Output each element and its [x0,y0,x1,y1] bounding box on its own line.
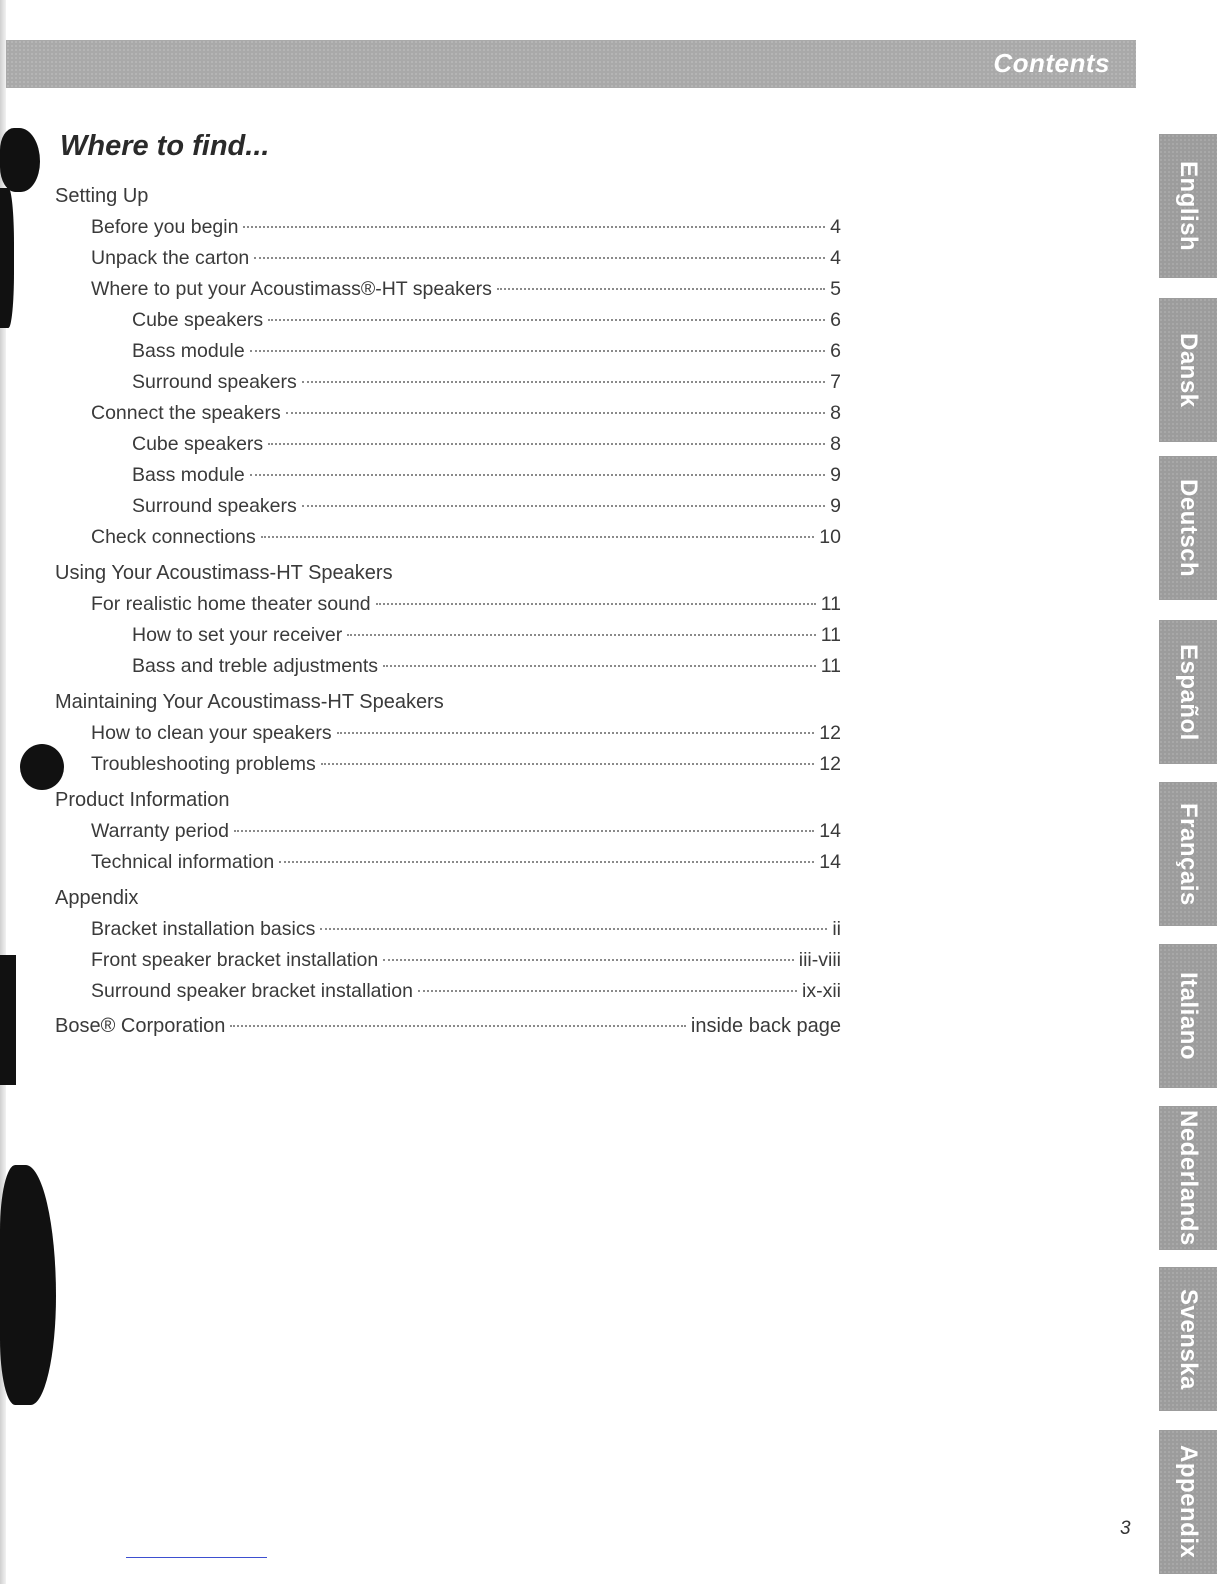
dot-leader [250,474,825,476]
tab-appendix[interactable] [1159,1430,1217,1574]
toc-page-number: 5 [830,278,841,300]
toc-entry-title: Product Information [55,789,230,811]
dot-leader [497,288,825,290]
ink-blot [0,1165,56,1405]
toc-entry-title: Surround speakers [132,495,297,517]
toc-entry-title: Connect the speakers [91,402,281,424]
toc-section-heading [55,884,841,912]
toc-page-number: 11 [820,655,841,677]
toc-page-number: 9 [830,495,841,517]
tab-label: Deutsch [1175,478,1202,578]
dot-leader [261,536,815,538]
dot-leader [279,861,814,863]
toc-entry-title: Using Your Acoustimass-HT Speakers [55,562,393,584]
dot-leader [302,381,825,383]
toc-page-number: 11 [820,593,841,615]
toc-entry-title: Before you begin [91,216,239,238]
toc-page-number: inside back page [690,1015,841,1037]
tab-label: Italiano [1175,971,1202,1060]
toc-entry [91,977,841,1005]
tab-label: Nederlands [1175,1110,1202,1246]
toc-entry [132,337,841,365]
toc-entry [91,817,841,845]
toc-page-number: 8 [830,402,841,424]
tab-label: Appendix [1175,1445,1202,1559]
toc-page-number: 14 [819,820,841,842]
dot-leader [230,1025,686,1027]
dot-leader [268,443,825,445]
toc-section-heading [55,786,841,814]
toc-entry [132,492,841,520]
dot-leader [234,830,814,832]
toc-entry [132,621,841,649]
toc-entry [91,915,841,943]
dot-leader [250,350,825,352]
toc-section-heading [55,1012,841,1040]
toc-entry [91,750,841,778]
toc-page-number: 7 [830,371,841,393]
header-band [6,40,1136,88]
toc-page-number: 10 [819,526,841,548]
toc-entry-title: Cube speakers [132,433,264,455]
toc-entry [91,399,841,427]
dot-leader [254,257,825,259]
dot-leader [286,412,825,414]
toc-page-number: 14 [819,851,841,873]
toc-entry [91,848,841,876]
page-number: 3 [1120,1518,1131,1539]
dot-leader [347,634,816,636]
tab-label: Français [1175,802,1202,906]
toc-entry-title: Unpack the carton [91,247,250,269]
toc-entry-title: Appendix [55,887,139,909]
toc-entry-title: How to set your receiver [132,624,343,646]
toc-entry-title: Bass module [132,340,245,362]
dot-leader [243,226,825,228]
dot-leader [383,959,794,961]
ink-blot [0,955,16,1085]
dot-leader [418,990,797,992]
toc-entry [91,590,841,618]
toc-entry [91,946,841,974]
toc-entry-title: Bass module [132,464,245,486]
tab-dansk[interactable] [1159,298,1217,442]
toc-entry [132,652,841,680]
tab-italiano[interactable] [1159,944,1217,1088]
toc-entry-title: Check connections [91,526,256,548]
toc-entry [132,461,841,489]
toc-entry-title: How to clean your speakers [91,722,332,744]
toc-page-number: ii [832,918,841,940]
tab-english[interactable] [1159,134,1217,278]
toc-section-heading [55,688,841,716]
tab-label: Español [1175,643,1202,741]
tab-label: English [1175,160,1202,252]
dot-leader [337,732,815,734]
toc-entry-title: Bose® Corporation [55,1015,226,1037]
toc-entry-title: Front speaker bracket installation [91,949,379,971]
page-heading: Where to find... [60,130,270,162]
toc-page-number: 12 [819,753,841,775]
tab-label: Dansk [1175,332,1202,408]
toc-page-number: 8 [830,433,841,455]
dot-leader [302,505,825,507]
section-title: Contents [993,48,1110,78]
tab-franais[interactable] [1159,782,1217,926]
toc-entry [91,213,841,241]
toc-entry-title: Maintaining Your Acoustimass-HT Speakers [55,691,444,713]
toc-page-number: iii-viii [798,949,841,971]
toc-entry-title: Troubleshooting problems [91,753,316,775]
toc-entry-title: Surround speakers [132,371,297,393]
tab-espaol[interactable] [1159,620,1217,764]
toc-page-number: 12 [819,722,841,744]
dot-leader [321,763,815,765]
ink-blot [0,188,14,328]
toc-entry-title: Setting Up [55,185,149,207]
toc-entry [91,523,841,551]
toc-entry-title: Bass and treble adjustments [132,655,379,677]
toc-entry-title: Bracket installation basics [91,918,316,940]
toc-entry-title: For realistic home theater sound [91,593,371,615]
ink-blot [0,128,40,192]
tab-deutsch[interactable] [1159,456,1217,600]
tab-svenska[interactable] [1159,1267,1217,1411]
dot-leader [383,665,816,667]
toc-section-heading [55,182,841,210]
toc-entry-title: Technical information [91,851,275,873]
toc-page-number: ix-xii [802,980,841,1002]
toc-section-heading [55,559,841,587]
toc-page-number: 4 [830,216,841,238]
toc-entry [91,719,841,747]
dot-leader [268,319,825,321]
toc-entry-title: Warranty period [91,820,229,842]
toc-page-number: 11 [820,624,841,646]
toc-entry [91,275,841,303]
ink-blot [20,744,64,790]
dot-leader [320,928,827,930]
tab-nederlands[interactable] [1159,1106,1217,1250]
tab-label: Svenska [1175,1288,1202,1390]
toc-entry-title: Cube speakers [132,309,264,331]
footer-rule [126,1557,267,1558]
toc-page-number: 9 [830,464,841,486]
toc-entry [91,244,841,272]
dot-leader [376,603,816,605]
toc-entry [132,306,841,334]
toc-page-number: 4 [830,247,841,269]
toc-entry-title: Surround speaker bracket installation [91,980,413,1002]
toc-entry [132,368,841,396]
toc-entry [132,430,841,458]
toc-page-number: 6 [830,309,841,331]
toc-page-number: 6 [830,340,841,362]
toc-entry-title: Where to put your Acoustimass®-HT speakers [91,278,492,300]
